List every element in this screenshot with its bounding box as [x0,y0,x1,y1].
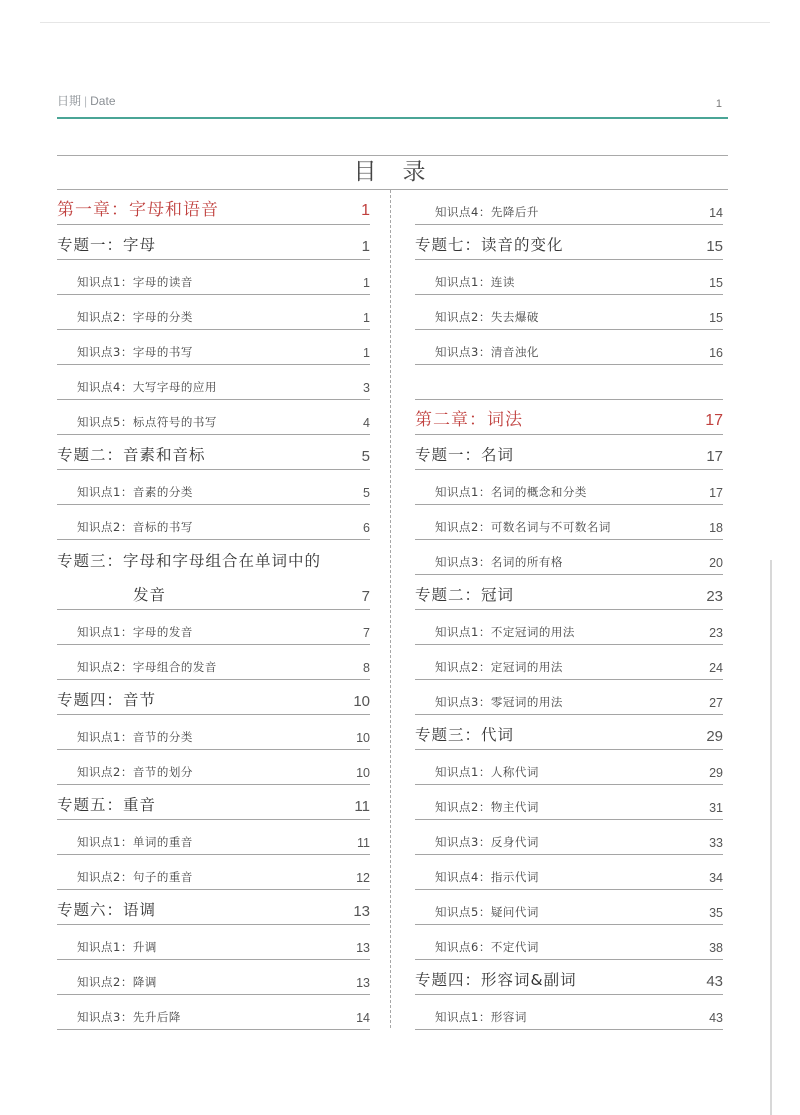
toc-point-row[interactable] [415,855,723,890]
toc-entry-label: 发音 [133,586,167,604]
toc-entry-label: 知识点3：反身代词 [435,835,539,849]
page-edge-right [770,560,772,1115]
toc-point-row[interactable] [415,330,723,365]
toc-entry-page: 33 [709,836,723,850]
toc-entry-page: 16 [709,346,723,360]
toc-entry-label: 知识点6：不定代词 [435,940,539,954]
toc-entry-page: 15 [706,238,723,255]
toc-entry-page: 20 [709,556,723,570]
toc-point-row[interactable] [57,330,370,365]
toc-topic-row[interactable] [57,575,370,610]
toc-point-row[interactable] [415,540,723,575]
toc-topic-row[interactable] [57,225,370,260]
toc-entry-label: 第二章：词法 [415,410,523,430]
toc-entry-page: 27 [709,696,723,710]
toc-entry-page: 1 [361,238,370,255]
toc-entry-page: 6 [363,521,370,535]
toc-entry-page: 5 [363,486,370,500]
toc-point-row[interactable] [57,295,370,330]
toc-entry-page: 13 [356,976,370,990]
toc-entry-label: 专题一：字母 [57,236,157,254]
toc-point-row[interactable] [415,785,723,820]
toc-entry-page: 7 [363,626,370,640]
toc-entry-label: 知识点2：音节的划分 [77,765,193,779]
toc-point-row[interactable] [57,925,370,960]
toc-entry-label: 知识点3：字母的书写 [77,345,193,359]
toc-entry-page: 18 [709,521,723,535]
toc-entry-label: 知识点1：字母的读音 [77,275,193,289]
toc-entry-label: 知识点5：疑问代词 [435,905,539,919]
toc-entry-label: 知识点2：字母的分类 [77,310,193,324]
toc-entry-label: 知识点2：降调 [77,975,157,989]
toc-point-row[interactable] [57,855,370,890]
toc-entry-label: 知识点1：形容词 [435,1010,527,1024]
toc-topic-row[interactable] [57,540,370,575]
toc-entry-label: 知识点2：物主代词 [435,800,539,814]
toc-point-row[interactable] [57,645,370,680]
toc-entry-label: 知识点2：失去爆破 [435,310,539,324]
toc-topic-row[interactable] [415,435,723,470]
toc-entry-page: 35 [709,906,723,920]
toc-entry-page: 17 [709,486,723,500]
toc-entry-page: 11 [357,836,370,850]
toc-point-row[interactable] [57,610,370,645]
toc-point-row[interactable] [415,260,723,295]
toc-point-row[interactable] [57,995,370,1030]
header-rule [57,117,728,119]
toc-entry-label: 知识点3：名词的所有格 [435,555,563,569]
toc-chapter-row[interactable] [57,190,370,225]
toc-entry-page: 8 [363,661,370,675]
toc-topic-row[interactable] [57,890,370,925]
toc-entry-page: 15 [709,276,723,290]
toc-entry-page: 31 [709,801,723,815]
toc-entry-label: 知识点1：升调 [77,940,157,954]
toc-entry-page: 1 [363,346,370,360]
toc-entry-page: 1 [363,276,370,290]
toc-point-row[interactable] [57,960,370,995]
toc-entry-page: 23 [706,588,723,605]
toc-entry-label: 专题四：音节 [57,691,157,709]
toc-entry-page: 13 [353,903,370,920]
toc-entry-label: 专题四：形容词&副词 [415,971,577,989]
toc-point-row[interactable] [415,295,723,330]
toc-entry-page: 10 [356,766,370,780]
page-edge-top [40,22,770,23]
toc-point-row[interactable] [57,400,370,435]
toc-entry-page: 15 [709,311,723,325]
toc-entry-label: 专题三：字母和字母组合在单词中的 [57,552,322,570]
toc-point-row[interactable] [57,750,370,785]
toc-entry-page: 38 [709,941,723,955]
page-number: 1 [715,98,722,110]
toc-entry-page: 17 [705,412,723,429]
toc-topic-row[interactable] [415,715,723,750]
toc-entry-label: 专题二：音素和音标 [57,446,206,464]
toc-entry-label: 知识点1：连读 [435,275,515,289]
toc-point-row[interactable] [57,365,370,400]
toc-point-row[interactable] [415,890,723,925]
date-label: 日期 [57,94,82,108]
toc-entry-label: 知识点2：句子的重音 [77,870,193,884]
toc-point-row[interactable] [415,750,723,785]
toc-entry-page: 3 [363,381,370,395]
toc-entry-label: 知识点4：大写字母的应用 [77,380,217,394]
toc-entry-page: 11 [354,798,370,815]
toc-entry-page: 43 [706,973,723,990]
toc-entry-label: 专题五：重音 [57,796,157,814]
toc-topic-row[interactable] [57,680,370,715]
toc-entry-label: 知识点3：清音浊化 [435,345,539,359]
toc-entry-label: 第一章：字母和语音 [57,200,219,220]
toc-entry-page: 29 [706,728,723,745]
toc-topic-row[interactable] [57,785,370,820]
date-separator: | [84,94,88,108]
toc-entry-label: 专题六：语调 [57,901,157,919]
toc-entry-page: 23 [709,626,723,640]
toc-entry-page: 14 [709,206,723,220]
toc-entry-page: 13 [356,941,370,955]
toc-entry-page: 24 [709,661,723,675]
toc-entry-page: 43 [709,1011,723,1025]
toc-entry-label: 专题三：代词 [415,726,515,744]
toc-point-row[interactable] [57,470,370,505]
toc-entry-label: 知识点3：零冠词的用法 [435,695,563,709]
toc-entry-label: 知识点2：定冠词的用法 [435,660,563,674]
toc-entry-label: 知识点2：可数名词与不可数名词 [435,520,611,534]
toc-entry-label: 专题二：冠词 [415,586,515,604]
toc-blank-row [415,365,723,400]
toc-point-row[interactable] [57,505,370,540]
toc-entry-page: 1 [361,202,370,219]
toc-point-row[interactable] [415,925,723,960]
toc-entry-page: 12 [356,871,370,885]
toc-point-row[interactable] [415,680,723,715]
toc-entry-label: 知识点1：字母的发音 [77,625,193,639]
toc-point-row[interactable] [415,995,723,1030]
toc-entry-page: 4 [363,416,370,430]
toc-title: 目录 [353,159,452,185]
toc-point-row[interactable] [57,260,370,295]
toc-point-row[interactable] [57,715,370,750]
toc-entry-label: 专题一：名词 [415,446,515,464]
toc-chapter-row[interactable] [415,400,723,435]
toc-entry-page: 5 [361,448,370,465]
date-header [57,92,116,109]
toc-entry-page: 10 [356,731,370,745]
toc-entry-label: 知识点2：字母组合的发音 [77,660,217,674]
toc-point-row[interactable] [415,820,723,855]
toc-entry-page: 1 [363,311,370,325]
toc-entry-page: 7 [361,588,370,605]
toc-entry-label: 知识点1：音素的分类 [77,485,193,499]
toc-entry-page: 14 [356,1011,370,1025]
toc-entry-page: 17 [706,448,723,465]
toc-entry-label: 知识点1：不定冠词的用法 [435,625,575,639]
toc-point-row[interactable] [415,645,723,680]
toc-topic-row[interactable] [57,435,370,470]
toc-entry-label: 知识点2：音标的书写 [77,520,193,534]
toc-entry-label: 知识点5：标点符号的书写 [77,415,217,429]
toc-entry-label: 知识点1：人称代词 [435,765,539,779]
toc-topic-row[interactable] [415,575,723,610]
toc-point-row[interactable] [415,610,723,645]
toc-point-row[interactable] [415,505,723,540]
toc-entry-label: 知识点4：先降后升 [435,205,539,219]
toc-topic-row[interactable] [415,225,723,260]
toc-entry-label: 知识点3：先升后降 [77,1010,181,1024]
toc-entry-page: 10 [353,693,370,710]
toc-point-row[interactable] [415,190,723,225]
column-divider [390,190,391,1028]
toc-entry-label: 知识点1：名词的概念和分类 [435,485,587,499]
toc-entry-label: 专题七：读音的变化 [415,236,564,254]
date-label-en: Date [90,94,116,108]
toc-entry-page: 34 [709,871,723,885]
toc-point-row[interactable] [415,470,723,505]
toc-entry-label: 知识点4：指示代词 [435,870,539,884]
toc-point-row[interactable] [57,820,370,855]
toc-entry-label: 知识点1：音节的分类 [77,730,193,744]
toc-topic-row[interactable] [415,960,723,995]
toc-entry-label: 知识点1：单词的重音 [77,835,193,849]
toc-entry-page: 29 [709,766,723,780]
